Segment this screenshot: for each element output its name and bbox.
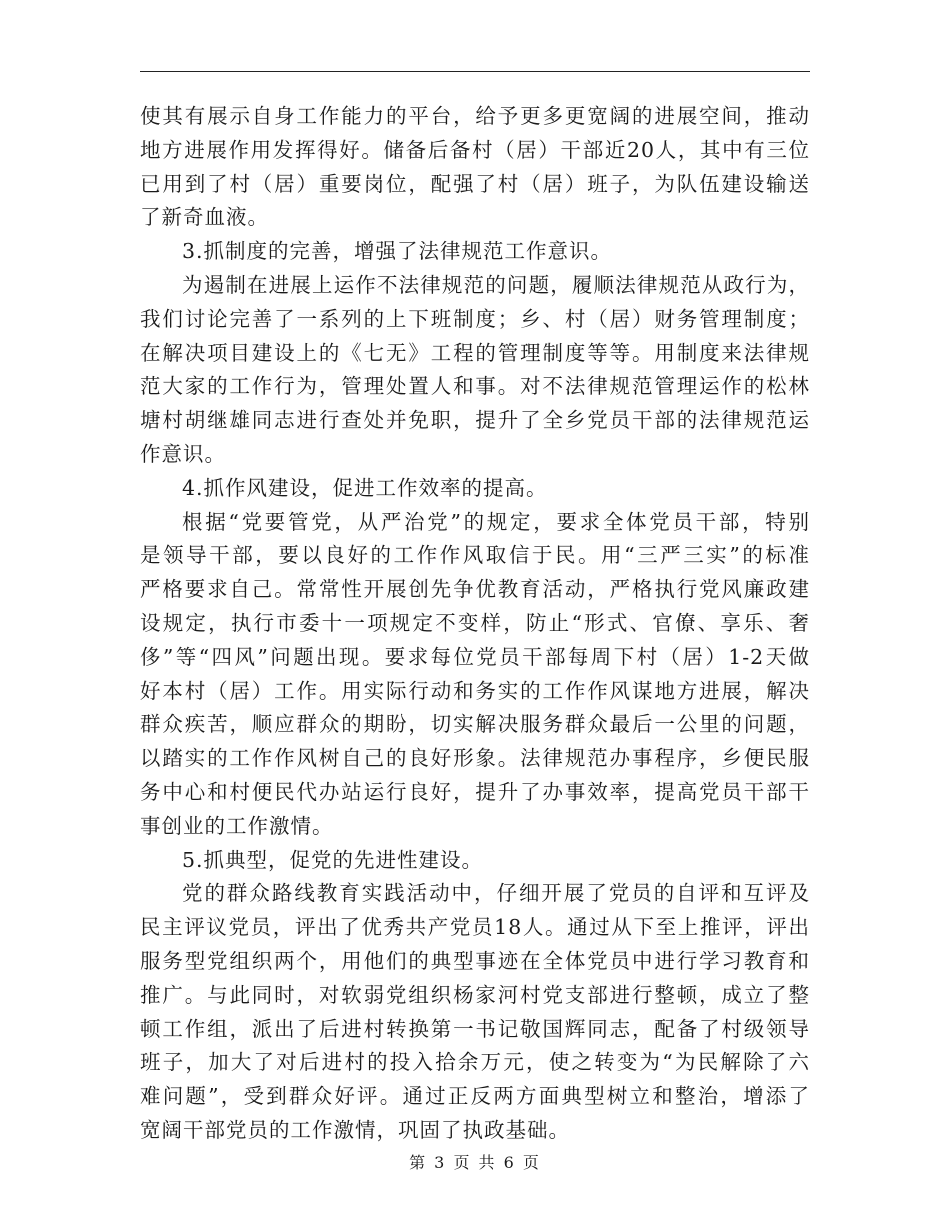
body-paragraph [140, 100, 810, 235]
text-line: 党的群众路线教育实践活动中，仔细开展了党员的自评和互评及 [182, 881, 810, 906]
section-heading [140, 844, 810, 878]
body-paragraph [140, 269, 810, 472]
body-paragraph [140, 506, 810, 844]
text-line: 以踏实的工作作风树自己的良好形象。法律规范办事程序，乡便民服 [140, 746, 810, 771]
text-line: 已用到了村（居）重要岗位，配强了村（居）班子，为队伍建设输送 [140, 171, 810, 196]
text-line: 我们讨论完善了一系列的上下班制度；乡、村（居）财务管理制度； [140, 306, 810, 331]
text-line: 严格要求自己。常常性开展创先争优教育活动，严格执行党风廉政建 [140, 577, 810, 602]
heading-text: 5.抓典型，促党的先进性建设。 [182, 847, 484, 872]
text-line: 使其有展示自身工作能力的平台，给予更多更宽阔的进展空间，推动 [140, 104, 810, 128]
text-line: 顿工作组，派出了后进村转换第一书记敬国辉同志，配备了村级领导 [140, 1016, 810, 1041]
section-heading [140, 235, 810, 269]
text-line: 推广。与此同时，对软弱党组织杨家河村党支部进行整顿，成立了整 [140, 982, 810, 1007]
body-paragraph [140, 877, 810, 1147]
heading-text: 3.抓制度的完善，增强了法律规范工作意识。 [182, 239, 613, 264]
text-line: 是领导干部，要以良好的工作作风取信于民。用“三严三实”的标准 [140, 543, 810, 568]
text-line: 班子，加大了对后进村的投入拾余万元，使之转变为“为民解除了六 [140, 1050, 810, 1075]
section-heading [140, 472, 810, 506]
text-line: 根据“党要管党，从严治党”的规定，要求全体党员干部，特别 [182, 509, 810, 534]
text-line: 事创业的工作激情。 [140, 813, 334, 838]
text-line: 作意识。 [140, 441, 226, 466]
text-line: 群众疾苦，顺应群众的期盼，切实解决服务群众最后一公里的问题， [140, 712, 810, 737]
text-line: 务中心和村便民代办站运行良好，提升了办事效率，提高党员干部干 [140, 779, 810, 804]
document-body [140, 100, 810, 1148]
text-line: 民主评议党员，评出了优秀共产党员18人。通过从下至上推评，评出 [140, 915, 810, 940]
text-line: 为遏制在进展上运作不法律规范的问题，履顺法律规范从政行为， [182, 272, 810, 297]
text-line: 难问题”，受到群众好评。通过正反两方面典型树立和整治，增添了 [140, 1084, 810, 1109]
text-line: 服务型党组织两个，用他们的典型事迹在全体党员中进行学习教育和 [140, 948, 810, 973]
text-line: 地方进展作用发挥得好。储备后备村（居）干部近20人，其中有三位 [140, 137, 810, 162]
header-rule [140, 71, 810, 72]
text-line: 范大家的工作行为，管理处置人和事。对不法律规范管理运作的松林 [140, 374, 810, 399]
heading-text: 4.抓作风建设，促进工作效率的提高。 [182, 475, 548, 500]
text-line: 宽阔干部党员的工作激情，巩固了执政基础。 [140, 1117, 570, 1142]
text-line: 侈”等“四风”问题出现。要求每位党员干部每周下村（居）1-2天做 [140, 644, 810, 669]
text-line: 了新奇血液。 [140, 205, 269, 230]
text-line: 设规定，执行市委十一项规定不变样，防止“形式、官僚、享乐、奢 [140, 610, 810, 635]
text-line: 塘村胡继雄同志进行查处并免职，提升了全乡党员干部的法律规范运 [140, 408, 810, 433]
page-number-footer: 第 3 页 共 6 页 [409, 1153, 541, 1172]
text-line: 在解决项目建设上的《七无》工程的管理制度等等。用制度来法律规 [140, 340, 810, 365]
text-line: 好本村（居）工作。用实际行动和务实的工作作风谋地方进展，解决 [140, 678, 810, 703]
